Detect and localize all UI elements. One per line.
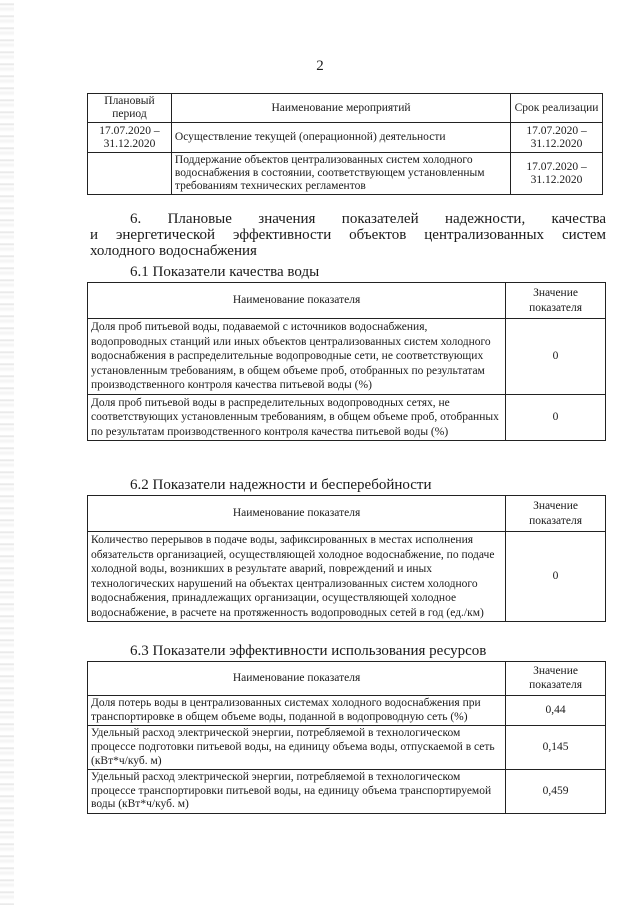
table-row bbox=[88, 770, 606, 814]
table-row bbox=[88, 532, 606, 622]
table-row bbox=[88, 394, 606, 441]
indicator-value: 0,459 bbox=[506, 770, 606, 814]
table-header-row bbox=[88, 662, 606, 696]
section-title-line: холодного водоснабжения bbox=[90, 243, 257, 259]
col-header-deadline: Срок реализации bbox=[511, 94, 603, 123]
table-row bbox=[88, 726, 606, 770]
indicator-value: 0,44 bbox=[506, 696, 606, 726]
section-title-line: 6. Плановые значения показателей надежности, качества bbox=[130, 211, 606, 227]
table-cell: Осуществление текущей (операционной) деятельности bbox=[171, 123, 510, 153]
col-header-name: Наименование показателя bbox=[88, 496, 506, 532]
efficiency-table bbox=[87, 661, 606, 814]
table-row bbox=[88, 696, 606, 726]
plan-table bbox=[87, 93, 603, 195]
scan-edge-noise bbox=[0, 0, 14, 905]
col-header-value: Значение показателя bbox=[506, 496, 606, 532]
indicator-value: 0 bbox=[506, 319, 606, 395]
reliability-table bbox=[87, 495, 606, 622]
section-6-title bbox=[90, 211, 606, 259]
quality-table bbox=[87, 282, 606, 441]
indicator-name: Удельный расход электрической энергии, потребляемой в технологическом процессе транспортировки питьевой воды, на единицу объема транспортируемой воды (кВт*ч/куб. м) bbox=[88, 770, 506, 814]
col-header-value: Значение показателя bbox=[506, 283, 606, 319]
table-cell: Поддержание объектов централизованных систем холодного водоснабжения в состоянии, соответствующем установленным требованиям технических регламентов bbox=[171, 153, 510, 195]
table-row bbox=[88, 319, 606, 395]
reliability-heading: 6.2 Показатели надежности и бесперебойности bbox=[130, 477, 432, 493]
table-header-row bbox=[88, 496, 606, 532]
table-row bbox=[88, 153, 603, 195]
indicator-name: Доля потерь воды в централизованных системах холодного водоснабжения при транспортировке в общем объеме воды, поданной в водопроводную сеть (%) bbox=[88, 696, 506, 726]
col-header-name: Наименование показателя bbox=[88, 283, 506, 319]
quality-heading: 6.1 Показатели качества воды bbox=[130, 264, 320, 280]
indicator-name: Количество перерывов в подаче воды, зафиксированных в местах исполнения обязательств организацией, осуществляющей холодное водоснабжение, по подаче холодной воды, возникших в результате аварий, повреждений и иных технологических нарушений на объектах централизованных систем холодного водоснабжения, принадлежащих организации, осуществляющей холодное водоснабжение, в расчете на протяженность водопроводных сетей в год (ед./км) bbox=[88, 532, 506, 622]
col-header-period: Плановый период bbox=[88, 94, 172, 123]
col-header-activities: Наименование мероприятий bbox=[171, 94, 510, 123]
section-title-line: и энергетической эффективности объектов централизованных систем bbox=[90, 227, 606, 243]
table-cell: 17.07.2020 – 31.12.2020 bbox=[511, 153, 603, 195]
table-cell: 17.07.2020 – 31.12.2020 bbox=[88, 123, 172, 153]
table-cell: 17.07.2020 – 31.12.2020 bbox=[511, 123, 603, 153]
indicator-value: 0 bbox=[506, 532, 606, 622]
col-header-value: Значение показателя bbox=[506, 662, 606, 696]
indicator-name: Удельный расход электрической энергии, потребляемой в технологическом процессе подготовки питьевой воды, на единицу объема воды, отпускаемой в сеть (кВт*ч/куб. м) bbox=[88, 726, 506, 770]
indicator-name: Доля проб питьевой воды в распределительных водопроводных сетях, не соответствующих установленным требованиям, в общем объеме проб, отобранных по результатам производственного контроля качества питьевой воды (%) bbox=[88, 394, 506, 441]
indicator-value: 0 bbox=[506, 394, 606, 441]
indicator-value: 0,145 bbox=[506, 726, 606, 770]
col-header-name: Наименование показателя bbox=[88, 662, 506, 696]
indicator-name: Доля проб питьевой воды, подаваемой с источников водоснабжения, водопроводных станций или иных объектов централизованных систем холодного водоснабжения в распределительные водопроводные сети, не соответствующих установленным требованиям, в общем объеме проб, отобранных по результатам производственного контроля качества питьевой воды (%) bbox=[88, 319, 506, 395]
table-row bbox=[88, 123, 603, 153]
page-number: 2 bbox=[316, 58, 324, 74]
table-header-row bbox=[88, 283, 606, 319]
efficiency-heading: 6.3 Показатели эффективности использования ресурсов bbox=[130, 643, 487, 659]
table-cell bbox=[88, 153, 172, 195]
table-header-row bbox=[88, 94, 603, 123]
